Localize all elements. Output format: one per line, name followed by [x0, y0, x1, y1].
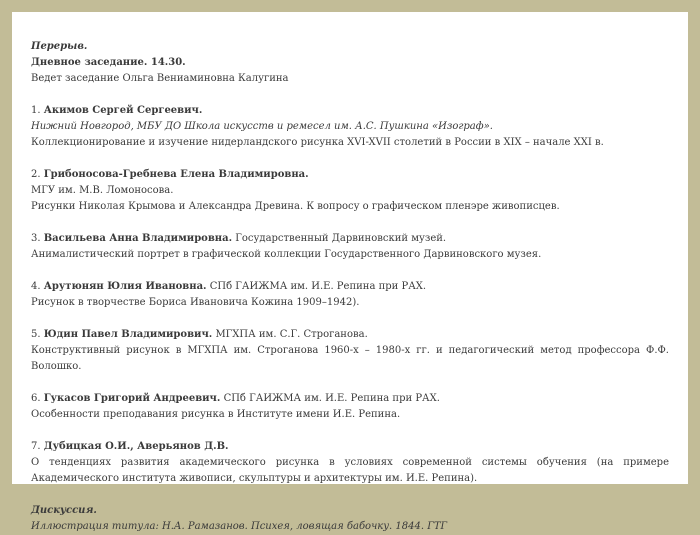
program-text — [31, 39, 669, 535]
spacer — [31, 375, 669, 391]
talk-6-number: 6. — [31, 393, 41, 404]
spacer — [31, 423, 669, 439]
spacer — [31, 487, 669, 503]
document-page — [12, 12, 688, 532]
talk-2-title: Рисунки Николая Крымова и Александра Древина. К вопросу о графическом пленэре живописцев. — [31, 201, 560, 212]
talk-7-title: О тенденциях развития академического рисунка в условиях современной системы обучения (на примере Академического института живописи, скульптуры и архитектуры им. И.Е. Репина). — [31, 457, 669, 484]
talk-5-affiliation: МГХПА им. С.Г. Строганова. — [215, 329, 368, 340]
spacer — [31, 151, 669, 167]
talk-7-speaker: Дубицкая О.И., Аверьянов Д.В. — [43, 441, 229, 452]
talk-3-speaker: Васильева Анна Владимировна. — [43, 233, 233, 244]
chair-line: Ведет заседание Ольга Вениаминовна Калугина — [31, 73, 289, 84]
talk-3-title: Анималистический портрет в графической коллекции Государственного Дарвиновского музея. — [31, 249, 542, 260]
spacer — [31, 311, 669, 327]
talk-6-line — [31, 391, 669, 407]
talk-6-title: Особенности преподавания рисунка в Институте имени И.Е. Репина. — [31, 409, 401, 420]
talk-1-number: 1. — [31, 105, 41, 116]
talk-4-speaker: Арутюнян Юлия Ивановна. — [43, 281, 207, 292]
talk-3-number: 3. — [31, 233, 41, 244]
talk-6-speaker: Гукасов Григорий Андреевич. — [43, 393, 221, 404]
break-label: Перерыв. — [31, 41, 88, 52]
talk-5-line — [31, 327, 669, 343]
spacer — [31, 263, 669, 279]
talk-2-heading — [31, 167, 669, 183]
talk-3-affiliation: Государственный Дарвиновский музей. — [235, 233, 447, 244]
talk-3-line — [31, 231, 669, 247]
illustration-caption: Иллюстрация титула: Н.А. Рамазанов. Психея, ловящая бабочку. 1844. ГТГ — [31, 521, 448, 532]
talk-4-affiliation: СПб ГАИЖМА им. И.Е. Репина при РАХ. — [209, 281, 427, 292]
talk-7-number: 7. — [31, 441, 41, 452]
talk-2-affiliation: МГУ им. М.В. Ломоносова. — [31, 185, 174, 196]
talk-5-title: Конструктивный рисунок в МГХПА им. Строганова 1960-х – 1980-х гг. и педагогический метод профессора Ф.Ф. Волошко. — [31, 345, 669, 372]
talk-1-affiliation: Нижний Новгород, МБУ ДО Школа искусств и ремесел им. А.С. Пушкина «Изограф». — [31, 121, 493, 132]
spacer — [31, 215, 669, 231]
spacer — [31, 87, 669, 103]
session-title: Дневное заседание. 14.30. — [31, 57, 186, 68]
talk-5-number: 5. — [31, 329, 41, 340]
talk-2-speaker: Грибоносова-Гребнева Елена Владимировна. — [43, 169, 309, 180]
discussion-label: Дискуссия. — [31, 505, 97, 516]
talk-5-speaker: Юдин Павел Владимирович. — [43, 329, 213, 340]
talk-1-heading — [31, 103, 669, 119]
talk-1-title: Коллекционирование и изучение нидерландского рисунка XVI-XVII столетий в России в XIX – начале XXI в. — [31, 137, 604, 148]
talk-4-number: 4. — [31, 281, 41, 292]
talk-7-line — [31, 439, 669, 455]
talk-1-speaker: Акимов Сергей Сергеевич. — [43, 105, 203, 116]
talk-4-line — [31, 279, 669, 295]
talk-4-title: Рисунок в творчестве Бориса Ивановича Кожина 1909–1942). — [31, 297, 360, 308]
talk-2-number: 2. — [31, 169, 41, 180]
talk-6-affiliation: СПб ГАИЖМА им. И.Е. Репина при РАХ. — [223, 393, 440, 404]
